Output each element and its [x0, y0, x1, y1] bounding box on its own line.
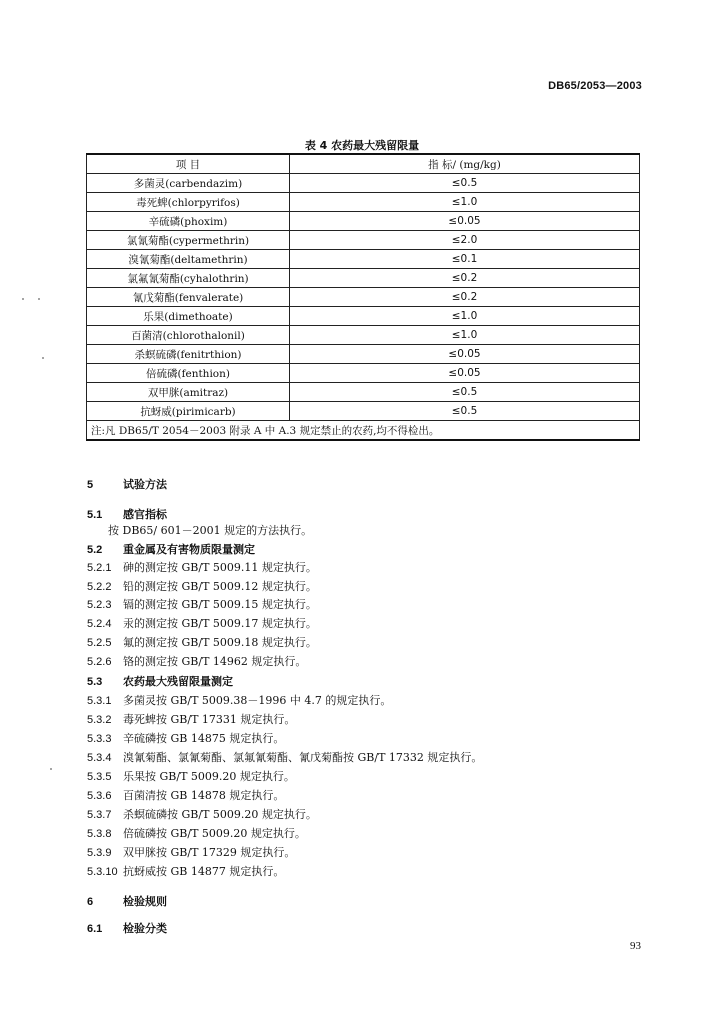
table-row	[87, 364, 640, 383]
table-row	[87, 288, 640, 307]
scan-speck	[50, 768, 52, 770]
section-line	[87, 653, 306, 669]
section-text: 多菌灵按 GB/T 5009.38－1996 中 4.7 的规定执行。	[123, 694, 392, 707]
section-line	[87, 863, 284, 879]
column-header-limit: 指 标/ (mg/kg)	[290, 154, 640, 174]
pesticide-name: 辛硫磷(phoxim)	[87, 212, 290, 231]
section-text: 镉的测定按 GB/T 5009.15 规定执行。	[123, 598, 317, 611]
limit-value: ≤0.05	[290, 364, 640, 383]
pesticide-name: 倍硫磷(fenthion)	[87, 364, 290, 383]
section-number: 5.2.6	[87, 656, 112, 668]
pesticide-name: 乐果(dimethoate)	[87, 307, 290, 326]
section-number: 5.1	[87, 509, 103, 521]
section-line	[87, 749, 482, 765]
table-row	[87, 174, 640, 193]
section-text: 试验方法	[123, 478, 167, 491]
limit-value: ≤0.2	[290, 269, 640, 288]
section-text: 铬的测定按 GB/T 14962 规定执行。	[123, 655, 307, 668]
section-text: 铅的测定按 GB/T 5009.12 规定执行。	[123, 580, 317, 593]
section-number: 5.3.9	[87, 847, 112, 859]
section-heading	[87, 541, 255, 557]
section-text: 砷的测定按 GB/T 5009.11 规定执行。	[123, 561, 317, 574]
section-line	[87, 825, 306, 841]
table-row	[87, 269, 640, 288]
table-row	[87, 307, 640, 326]
section-text: 感官指标	[123, 508, 167, 521]
section-line	[87, 787, 284, 803]
pesticide-name: 溴氰菊酯(deltamethrin)	[87, 250, 290, 269]
section-line	[87, 730, 284, 746]
section-text: 按 DB65/ 601－2001 规定的方法执行。	[108, 524, 313, 537]
section-number: 5.2.2	[87, 581, 112, 593]
section-number: 6.1	[87, 923, 103, 935]
limit-value: ≤0.05	[290, 345, 640, 364]
table-note-row	[87, 421, 640, 441]
section-heading	[87, 920, 167, 936]
section-number: 5.2	[87, 544, 103, 556]
section-number: 5.3.1	[87, 695, 112, 707]
section-number: 5.3.8	[87, 828, 112, 840]
section-text: 检验分类	[123, 922, 167, 935]
pesticide-name: 毒死蜱(chlorpyrifos)	[87, 193, 290, 212]
limit-value: ≤1.0	[290, 326, 640, 345]
section-text: 毒死蜱按 GB/T 17331 规定执行。	[123, 713, 296, 726]
section-number: 5.3.10	[87, 866, 118, 878]
limit-value: ≤2.0	[290, 231, 640, 250]
section-line	[108, 522, 312, 538]
pesticide-name: 氰戊菊酯(fenvalerate)	[87, 288, 290, 307]
limit-value: ≤0.5	[290, 174, 640, 193]
table-row	[87, 326, 640, 345]
section-number: 5.3.4	[87, 752, 112, 764]
section-number: 5.2.4	[87, 618, 112, 630]
section-number: 5.3.3	[87, 733, 112, 745]
section-number: 5.3.5	[87, 771, 112, 783]
limit-value: ≤0.2	[290, 288, 640, 307]
limit-value: ≤0.1	[290, 250, 640, 269]
table-row	[87, 212, 640, 231]
table-note: 注:凡 DB65/T 2054－2003 附录 A 中 A.3 规定禁止的农药,均不得检出。	[87, 421, 640, 441]
table-row	[87, 345, 640, 364]
section-number: 5.2.5	[87, 637, 112, 649]
column-header-item: 项 目	[87, 154, 290, 174]
section-line	[87, 711, 295, 727]
table-row	[87, 193, 640, 212]
section-number: 5.3.7	[87, 809, 112, 821]
section-text: 农药最大残留限量测定	[123, 675, 233, 688]
pesticide-name: 杀螟硫磷(fenitrthion)	[87, 345, 290, 364]
section-text: 杀螟硫磷按 GB/T 5009.20 规定执行。	[123, 808, 317, 821]
limit-value: ≤1.0	[290, 307, 640, 326]
section-number: 5.2.3	[87, 599, 112, 611]
section-line	[87, 634, 317, 650]
pesticide-name: 双甲脒(amitraz)	[87, 383, 290, 402]
pesticide-name: 多菌灵(carbendazim)	[87, 174, 290, 193]
section-number: 5	[87, 479, 94, 491]
pesticide-name: 氯氰菊酯(cypermethrin)	[87, 231, 290, 250]
section-heading	[87, 673, 233, 689]
table-row	[87, 402, 640, 421]
section-text: 检验规则	[123, 895, 167, 908]
section-line	[87, 578, 317, 594]
limit-value: ≤0.05	[290, 212, 640, 231]
scan-speck	[22, 298, 24, 300]
section-number: 5.3.6	[87, 790, 112, 802]
table-row	[87, 250, 640, 269]
section-text: 辛硫磷按 GB 14875 规定执行。	[123, 732, 285, 745]
section-number: 5.2.1	[87, 562, 112, 574]
section-line	[87, 806, 317, 822]
section-number: 5.3	[87, 676, 103, 688]
limit-value: ≤0.5	[290, 383, 640, 402]
section-line	[87, 844, 295, 860]
section-text: 重金属及有害物质限量测定	[123, 543, 255, 556]
section-line	[87, 615, 317, 631]
pesticide-limits-table	[86, 153, 640, 441]
section-text: 汞的测定按 GB/T 5009.17 规定执行。	[123, 617, 317, 630]
section-text: 氟的测定按 GB/T 5009.18 规定执行。	[123, 636, 317, 649]
section-text: 抗蚜威按 GB 14877 规定执行。	[123, 865, 285, 878]
scan-speck	[38, 298, 40, 300]
scan-speck	[42, 357, 44, 359]
limit-value: ≤0.5	[290, 402, 640, 421]
table-header-row	[87, 154, 640, 174]
pesticide-name: 抗蚜威(pirimicarb)	[87, 402, 290, 421]
section-text: 双甲脒按 GB/T 17329 规定执行。	[123, 846, 296, 859]
section-heading	[87, 476, 167, 492]
table-row	[87, 383, 640, 402]
document-code: DB65/2053—2003	[548, 80, 642, 92]
section-heading	[87, 893, 167, 909]
section-heading	[87, 506, 167, 522]
section-text: 倍硫磷按 GB/T 5009.20 规定执行。	[123, 827, 306, 840]
section-line	[87, 768, 295, 784]
section-text: 百菌清按 GB 14878 规定执行。	[123, 789, 285, 802]
pesticide-name: 百菌清(chlorothalonil)	[87, 326, 290, 345]
pesticide-name: 氯氟氰菊酯(cyhalothrin)	[87, 269, 290, 288]
section-text: 溴氰菊酯、氯氰菊酯、氯氟氰菊酯、氰戊菊酯按 GB/T 17332 规定执行。	[123, 751, 483, 764]
section-line	[87, 559, 317, 575]
section-number: 5.3.2	[87, 714, 112, 726]
table-row	[87, 231, 640, 250]
table-caption: 表 4 农药最大残留限量	[304, 139, 420, 152]
section-text: 乐果按 GB/T 5009.20 规定执行。	[123, 770, 295, 783]
section-line	[87, 692, 391, 708]
page-number: 93	[630, 940, 641, 952]
section-number: 6	[87, 896, 94, 908]
section-line	[87, 596, 317, 612]
limit-value: ≤1.0	[290, 193, 640, 212]
